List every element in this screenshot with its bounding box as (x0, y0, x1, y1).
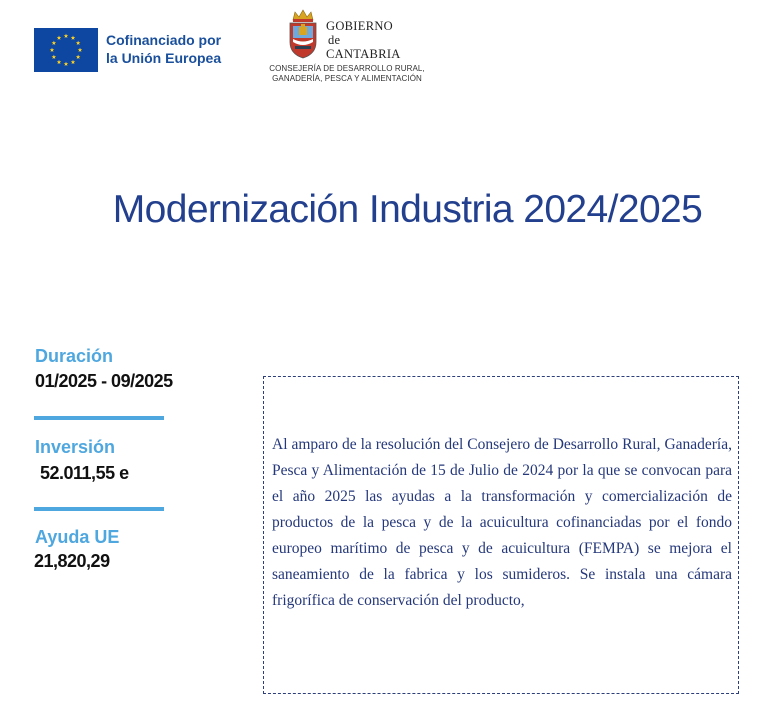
dept-line2: GANADERÍA, PESCA Y ALIMENTACIÓN (272, 74, 422, 83)
eu-flag-icon (34, 28, 98, 72)
ayuda-ue-value: 21,820,29 (34, 551, 110, 571)
dept-line1: CONSEJERÍA DE DESARROLLO RURAL, (269, 64, 425, 73)
description-text: Al amparo de la resolución del Consejero de Desarrollo Rural, Ganadería, Pesca y Alimentación de 15 de Julio de 2024 por la que se convocan para el año 2025 las ayudas a la transformación y comercialización de productos de la pesca y de la acuicultura cofinanciadas por el fondo europeo marítimo de pesca y de acuicultura (FEMPA) se mejora el saneamiento de la fabrica y los sumideros. Se instala una cámara frigorífica de conservación del producto, (272, 436, 732, 609)
ayuda-ue-label: Ayuda UE (35, 527, 120, 547)
eu-text-line2: la Unión Europea (106, 50, 222, 66)
eu-text-line1: Cofinanciado por (106, 32, 222, 48)
divider-1 (34, 416, 164, 420)
cantabria-crest-icon (287, 8, 319, 60)
inversion-label: Inversión (35, 437, 116, 457)
gobierno-cantabria-text (326, 19, 401, 61)
duracion-label: Duración (35, 346, 114, 366)
consejeria-text (258, 64, 436, 84)
eu-cofinanciado-text (106, 31, 246, 67)
gov-line3: CANTABRIA (326, 47, 401, 61)
divider-2 (34, 507, 164, 511)
page-title: Modernización Industria 2024/2025 (112, 188, 703, 231)
gov-line1: GOBIERNO (326, 19, 393, 33)
description-box (263, 376, 739, 694)
gov-line2: de (328, 33, 341, 47)
duracion-value: 01/2025 - 09/2025 (35, 371, 173, 391)
inversion-value: 52.011,55 e (40, 463, 129, 483)
